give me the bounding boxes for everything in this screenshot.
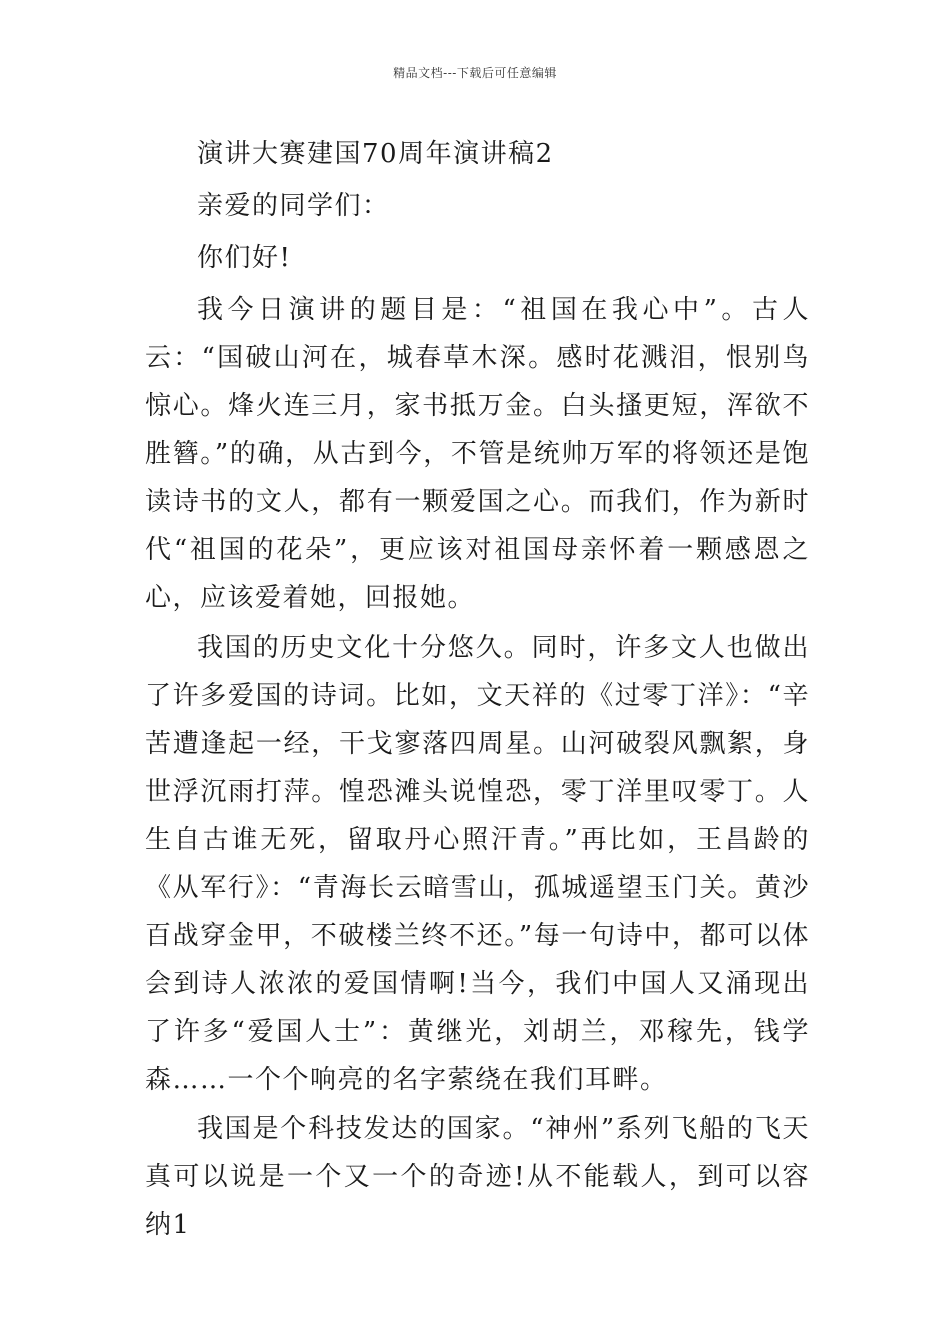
paragraph-intro: 我今日演讲的题目是：“祖国在我心中”。古人云：“国破山河在，城春草木深。感时花溅泪，恨别鸟惊心。烽火连三月，家书抵万金。白头搔更短，浑欲不胜簪。”的确，从古到今，不管是统帅万军的将领还是饱读诗书的文人，都有一颗爱国之心。而我们，作为新时代“祖国的花朵”，更应该对祖国母亲怀着一颗感恩之心，应该爱着她，回报她。: [145, 295, 810, 613]
paragraph-technology: 我国是个科技发达的国家。“神州”系列飞船的飞天真可以说是一个又一个的奇迹!从不能载人，到可以容纳1: [145, 1114, 810, 1241]
paragraph-history: 我国的历史文化十分悠久。同时，许多文人也做出了许多爱国的诗词。比如，文天祥的《过零丁洋》：“辛苦遭逢起一经，干戈寥落四周星。山河破裂风飘絮，身世浮沉雨打萍。惶恐滩头说惶恐，零丁洋里叹零丁。人生自古谁无死，留取丹心照汗青。”再比如，王昌龄的《从军行》：“青海长云暗雪山，孤城遥望玉门关。黄沙百战穿金甲，不破楼兰终不还。”每一句诗中，都可以体会到诗人浓浓的爱国情啊!当今，我们中国人又涌现出了许多“爱国人士”：黄继光，刘胡兰，邓稼先，钱学森……一个个响亮的名字萦绕在我们耳畔。: [145, 632, 810, 1095]
document-title: 演讲大赛建国70周年演讲稿2: [197, 139, 554, 169]
document-body: [145, 130, 810, 1251]
salutation: 亲爱的同学们：: [197, 191, 390, 221]
page-header-note: 精品文档---下载后可任意编辑: [393, 66, 557, 80]
greeting: 你们好!: [197, 243, 292, 273]
